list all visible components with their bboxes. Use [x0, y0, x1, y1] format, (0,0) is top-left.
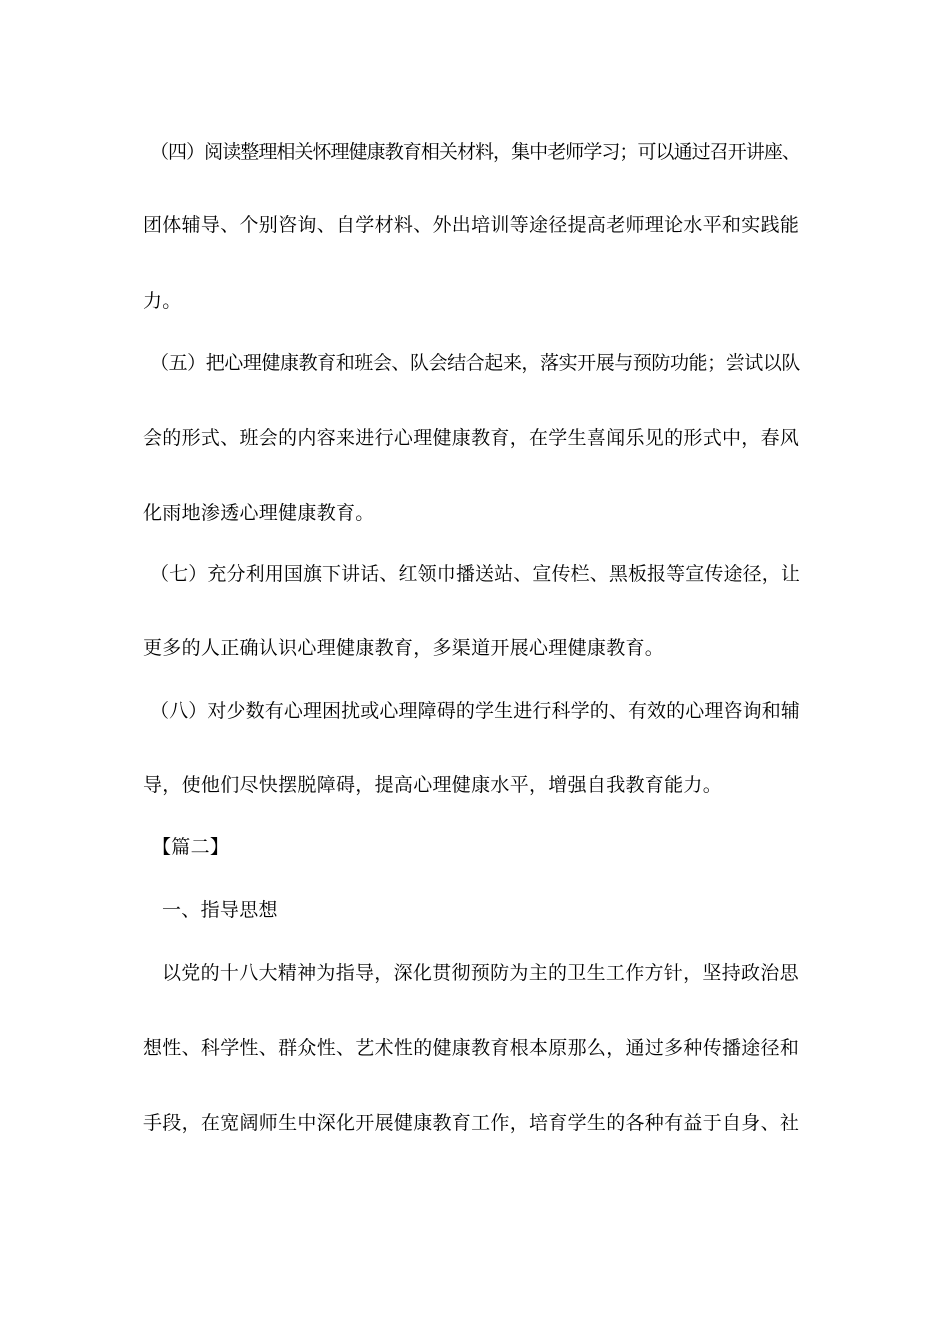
paragraph-7-line-2: 更多的人正确认识心理健康教育，多渠道开展心理健康教育。: [143, 637, 665, 659]
guiding-ideology-line-3: 手段，在宽阔师生中深化开展健康教育工作，培育学生的各种有益于自身、社: [143, 1112, 800, 1134]
paragraph-4-line-3: 力。: [143, 290, 182, 312]
paragraph-5-line-1: （五）把心理健康教育和班会、队会结合起来，落实开展与预防功能；尝试以队: [150, 352, 800, 374]
paragraph-4-line-1: （四）阅读整理相关怀理健康教育相关材料，集中老师学习；可以通过召开讲座、: [150, 141, 800, 163]
paragraph-4-line-2: 团体辅导、个别咨询、自学材料、外出培训等途径提高老师理论水平和实践能: [143, 214, 800, 236]
paragraph-8-line-2: 导，使他们尽快摆脱障碍，提高心理健康水平，增强自我教育能力。: [143, 774, 723, 796]
paragraph-5-line-3: 化雨地渗透心理健康教育。: [143, 502, 375, 524]
paragraph-7-line-1: （七）充分利用国旗下讲话、红领巾播送站、宣传栏、黑板报等宣传途径，让: [150, 563, 800, 585]
guiding-ideology-line-1: 以党的十八大精神为指导，深化贯彻预防为主的卫生工作方针，坚持政治思: [162, 962, 799, 984]
paragraph-5-line-2: 会的形式、班会的内容来进行心理健康教育，在学生喜闻乐见的形式中，春风: [143, 427, 800, 449]
subheading-guiding-ideology: 一、指导思想: [162, 899, 278, 921]
guiding-ideology-line-2: 想性、科学性、群众性、艺术性的健康教育根本原那么，通过多种传播途径和: [143, 1037, 800, 1059]
section-heading-pian-er: 【篇二】: [152, 836, 230, 858]
paragraph-8-line-1: （八）对少数有心理困扰或心理障碍的学生进行科学的、有效的心理咨询和辅: [150, 700, 800, 722]
